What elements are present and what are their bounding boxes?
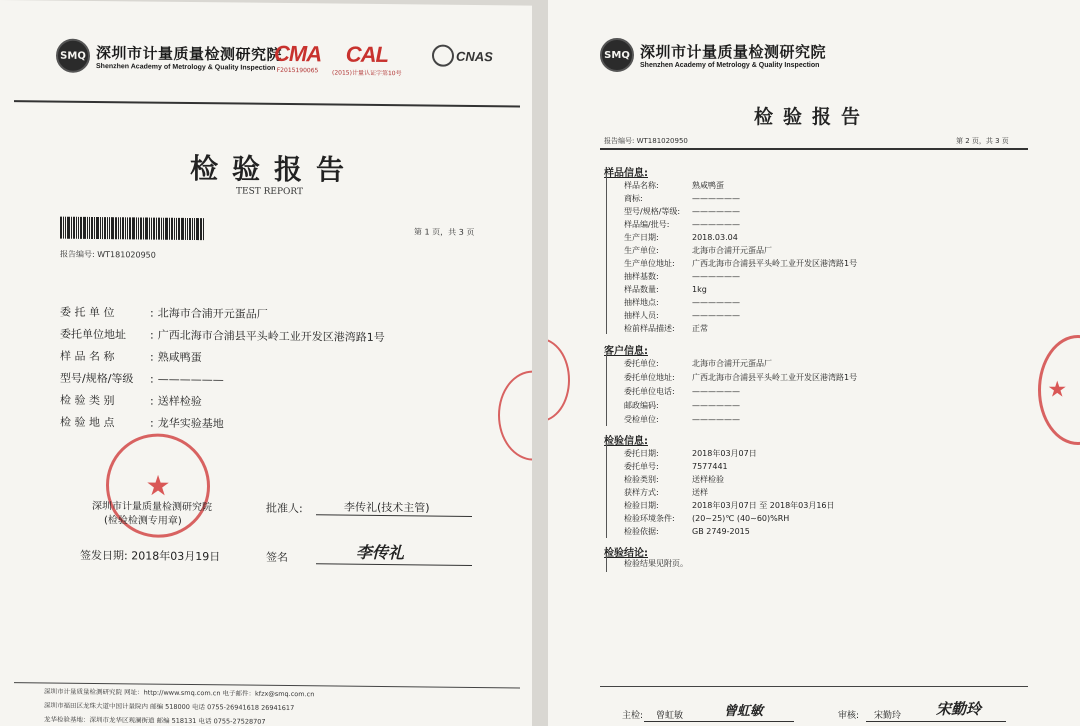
field-label: 检 验 地 点 (60, 415, 115, 430)
field-value: 龙华实验基地 (157, 416, 224, 431)
report-title: 检验报告 (754, 106, 871, 128)
section-title: 样品信息: (604, 168, 648, 179)
info-row (624, 372, 857, 383)
institute-name-cn: 深圳市计量质量检测研究院 (96, 44, 283, 64)
reviewer-signature: 宋勤玲 (936, 700, 982, 718)
partial-seal-stamp (498, 370, 532, 461)
info-value: —————— (692, 207, 740, 216)
barcode-bar (192, 218, 193, 240)
footer-line-2: 深圳市福田区龙珠大道中国计量院内 邮编 518000 电话 0755-26941618 26941617 (44, 701, 295, 713)
star-icon: ★ (145, 469, 171, 503)
info-row (624, 448, 757, 459)
barcode-bar (181, 218, 184, 240)
info-label: 委托单位电话: (624, 387, 675, 396)
field-row: 样 品 名 称 : 熟咸鸭蛋 (60, 349, 202, 365)
info-label: 邮政编码: (624, 401, 659, 410)
footer-rule (600, 686, 1028, 687)
barcode-bar (196, 218, 199, 240)
field-row: 型号/规格/等级 : —————— (60, 371, 224, 387)
institute-logo (56, 39, 282, 75)
report-number-label: 报告编号: (60, 249, 95, 259)
info-row (624, 219, 740, 230)
main-inspector-name: 曾虹敏 (656, 711, 684, 721)
info-label: 委托日期: (624, 449, 659, 458)
institute-name-cn: 深圳市计量质量检测研究院 (640, 43, 827, 61)
barcode-bar (73, 217, 75, 239)
info-value: —————— (692, 387, 740, 396)
info-label: 样品编/批号: (624, 220, 670, 229)
info-label: 委托单位: (624, 359, 659, 368)
info-label: 检验依据: (624, 527, 659, 536)
barcode-bar (138, 217, 139, 239)
header-rule (14, 100, 520, 107)
info-label: 抽样人员: (624, 311, 659, 320)
barcode-bar (161, 218, 162, 240)
partial-seal-stamp-right (1038, 335, 1080, 445)
institute-logo (600, 38, 826, 72)
info-row (624, 414, 740, 425)
info-row (624, 297, 740, 308)
barcode (60, 217, 205, 241)
field-row: 委 托 单 位 : 北海市合浦开元蛋品厂 (60, 305, 268, 321)
reviewer-underline (866, 721, 1006, 722)
field-value: —————— (157, 372, 224, 387)
info-value: —————— (692, 272, 740, 281)
field-value: 广西北海市合浦县平头岭工业开发区港湾路1号 (157, 328, 385, 345)
info-value: 1kg (692, 285, 707, 294)
field-value: 北海市合浦开元蛋品厂 (157, 306, 268, 321)
info-row (624, 232, 738, 243)
info-row (624, 245, 772, 256)
info-label: 检验类别: (624, 475, 659, 484)
barcode-bar (156, 218, 157, 240)
section-title: 客户信息: (604, 346, 648, 357)
cnas-icon: CNAS (456, 48, 493, 64)
partial-seal-stamp-left (548, 338, 570, 422)
barcode-bar (163, 218, 164, 240)
info-label: 商标: (624, 194, 643, 203)
barcode-bar (158, 218, 160, 240)
field-row: 委托单位地址 : 广西北海市合浦县平头岭工业开发区港湾路1号 (60, 327, 385, 345)
info-label: 生产单位地址: (624, 259, 675, 268)
barcode-bar (127, 217, 128, 239)
info-row (624, 284, 707, 295)
report-number-value: WT181020950 (97, 250, 156, 260)
barcode-bar (203, 218, 204, 240)
barcode-bar (129, 217, 131, 239)
conclusion-text: 检验结果见附页。 (624, 559, 688, 568)
institute-name-en: Shenzhen Academy of Metrology & Quality Inspection (96, 63, 276, 72)
institute-name-en: Shenzhen Academy of Metrology & Quality Inspection (640, 62, 820, 69)
report-page-2 (548, 0, 1080, 726)
handwritten-signature: 李传礼 (356, 542, 405, 563)
cma-icon: CMA (274, 40, 322, 67)
info-value: (20~25)℃ (40~60)%RH (692, 514, 790, 523)
main-inspector-label: 主检: (622, 711, 644, 721)
report-number (604, 136, 688, 146)
cal-icon: CAL (345, 41, 388, 68)
info-row (624, 513, 789, 524)
info-value: 北海市合浦开元蛋品厂 (692, 246, 772, 255)
barcode-bar (122, 217, 124, 239)
barcode-bar (111, 217, 114, 239)
info-label: 抽样地点: (624, 298, 659, 307)
seal-line-1: 深圳市计量质量检测研究院 (92, 500, 212, 514)
barcode-bar (171, 218, 173, 240)
field-value: 熟咸鸭蛋 (157, 350, 202, 365)
reviewer-label: 审核: (838, 711, 860, 721)
barcode-bar (174, 218, 175, 240)
footer-line-1: 深圳市计量质量检测研究院 网址：http://www.smq.com.cn 电子邮件：kfzx@smq.com.cn (44, 687, 315, 699)
info-value: 广西北海市合浦县平头岭工业开发区港湾路1号 (692, 259, 858, 268)
info-label: 获样方式: (624, 488, 659, 497)
info-value: 北海市合浦开元蛋品厂 (692, 359, 772, 368)
seal-line-2: (检验检测专用章) (104, 515, 182, 527)
page-info: 第 1 页，共 3 页 (414, 227, 475, 237)
info-row (624, 206, 740, 217)
section-bracket (606, 556, 607, 572)
cma-mark (274, 41, 321, 74)
cnas-mark (432, 45, 493, 68)
cal-mark (332, 41, 402, 77)
field-value: 送样检验 (157, 394, 202, 409)
barcode-bar (189, 218, 191, 240)
info-label: 检验环境条件: (624, 514, 675, 523)
field-label: 委 托 单 位 (60, 305, 115, 320)
barcode-bar (83, 217, 86, 239)
barcode-bar (96, 217, 99, 239)
barcode-bar (109, 217, 110, 239)
barcode-bar (115, 217, 117, 239)
info-value: GB 2749-2015 (692, 527, 750, 536)
barcode-bar (153, 218, 155, 240)
barcode-bar (136, 217, 137, 239)
info-row (624, 386, 740, 397)
field-label: 样 品 名 称 (60, 349, 115, 364)
barcode-bar (91, 217, 93, 239)
barcode-bar (65, 217, 66, 239)
page-info: 第 2 页，共 3 页 (956, 137, 1009, 145)
info-row (624, 500, 835, 511)
reviewer-name: 宋勤玲 (874, 711, 902, 721)
info-label: 生产日期: (624, 233, 659, 242)
info-value: —————— (692, 220, 740, 229)
barcode-bar (143, 217, 144, 239)
info-value: —————— (692, 194, 740, 203)
info-value: 广西北海市合浦县平头岭工业开发区港湾路1号 (692, 373, 858, 382)
report-number (60, 249, 156, 261)
field-label: 型号/规格/等级 (60, 371, 134, 386)
info-label: 受检单位: (624, 415, 659, 424)
sign-underline (316, 563, 472, 566)
approver-name: 李传礼(技术主管) (344, 500, 430, 515)
section-bracket (606, 354, 607, 426)
info-label: 委托单号: (624, 462, 659, 471)
barcode-bar (200, 218, 202, 240)
info-label: 抽样基数: (624, 272, 659, 281)
barcode-bar (118, 217, 119, 239)
issue-label: 签发日期: (80, 548, 128, 563)
barcode-bar (194, 218, 195, 240)
report-subtitle: TEST REPORT (236, 186, 304, 198)
section-bracket (606, 444, 607, 538)
info-value: —————— (692, 298, 740, 307)
info-row (624, 193, 740, 204)
star-icon: ★ (1047, 377, 1068, 403)
info-row (624, 310, 740, 321)
barcode-bar (60, 217, 62, 239)
issue-date-value: 2018年03月19日 (131, 549, 221, 564)
section-title: 检验结论: (604, 548, 648, 559)
smq-logo-icon: SMQ (600, 38, 634, 72)
barcode-bar (87, 217, 88, 239)
info-label: 委托单位地址: (624, 373, 675, 382)
info-value: 2018.03.04 (692, 233, 738, 242)
info-label: 型号/规格/等级: (624, 207, 681, 216)
approver-underline (316, 514, 472, 517)
barcode-bar (67, 217, 70, 239)
barcode-bar (151, 218, 152, 240)
barcode-bar (94, 217, 95, 239)
section-title: 检验信息: (604, 436, 648, 447)
info-row (624, 461, 728, 472)
field-row: 检 验 类 别 : 送样检验 (60, 393, 202, 409)
info-value: 7577441 (692, 462, 728, 471)
cal-caption: (2015)计量认证字第10号 (332, 69, 402, 78)
report-number-label: 报告编号: (604, 137, 635, 145)
barcode-bar (120, 217, 121, 239)
info-row (624, 526, 750, 537)
barcode-bar (89, 217, 90, 239)
info-row (624, 487, 708, 498)
barcode-bar (80, 217, 82, 239)
info-row (624, 358, 772, 369)
field-row: 检 验 地 点 : 龙华实验基地 (60, 415, 224, 431)
barcode-bar (176, 218, 177, 240)
info-label: 生产单位: (624, 246, 659, 255)
info-row (624, 258, 857, 269)
report-title: 检验报告 (190, 151, 359, 187)
barcode-bar (107, 217, 108, 239)
main-inspector-signature: 曾虹敏 (724, 704, 764, 719)
main-inspector-underline (644, 721, 794, 722)
report-page-1 (0, 0, 532, 726)
barcode-bar (125, 217, 126, 239)
report-number-value: WT181020950 (636, 137, 688, 145)
barcode-bar (132, 217, 135, 239)
field-label: 检 验 类 别 (60, 393, 115, 408)
barcode-bar (149, 218, 150, 240)
barcode-bar (178, 218, 180, 240)
barcode-bar (100, 217, 101, 239)
header-rule (600, 148, 1028, 150)
info-row (624, 180, 724, 191)
issue-date (80, 547, 220, 564)
info-row (624, 323, 708, 334)
barcode-bar (76, 217, 77, 239)
section-bracket (606, 176, 607, 334)
info-value: 2018年03月07日 至 2018年03月16日 (692, 501, 835, 510)
info-row (624, 271, 740, 282)
info-value: —————— (692, 401, 740, 410)
info-label: 样品数量: (624, 285, 659, 294)
globe-icon (432, 45, 454, 67)
approver-label: 批准人: (266, 501, 303, 516)
barcode-bar (71, 217, 72, 239)
barcode-bar (104, 217, 106, 239)
footer-line-3: 龙华检验基地：深圳市龙华区观澜街道 邮编 518131 电话 0755-27528707 (44, 715, 266, 726)
smq-logo-icon: SMQ (56, 39, 90, 73)
info-value: 熟咸鸭蛋 (692, 181, 724, 190)
sign-label: 签名 (266, 550, 288, 565)
info-value: 送样 (692, 488, 708, 497)
barcode-bar (63, 217, 64, 239)
barcode-bar (185, 218, 186, 240)
barcode-bar (78, 217, 79, 239)
info-value: 送样检验 (692, 475, 724, 484)
info-row (624, 400, 740, 411)
field-label: 委托单位地址 (60, 327, 126, 342)
barcode-bar (169, 218, 170, 240)
info-value: 2018年03月07日 (692, 449, 757, 458)
info-value: —————— (692, 311, 740, 320)
barcode-bar (145, 218, 148, 240)
info-label: 检前样品描述: (624, 324, 675, 333)
info-value: —————— (692, 415, 740, 424)
info-label: 样品名称: (624, 181, 659, 190)
barcode-bar (102, 217, 103, 239)
info-label: 检验日期: (624, 501, 659, 510)
info-value: 正常 (692, 324, 708, 333)
barcode-bar (140, 217, 142, 239)
barcode-bar (187, 218, 188, 240)
barcode-bar (165, 218, 168, 240)
cma-code: F2015190065 (276, 66, 319, 75)
info-row (624, 474, 724, 485)
